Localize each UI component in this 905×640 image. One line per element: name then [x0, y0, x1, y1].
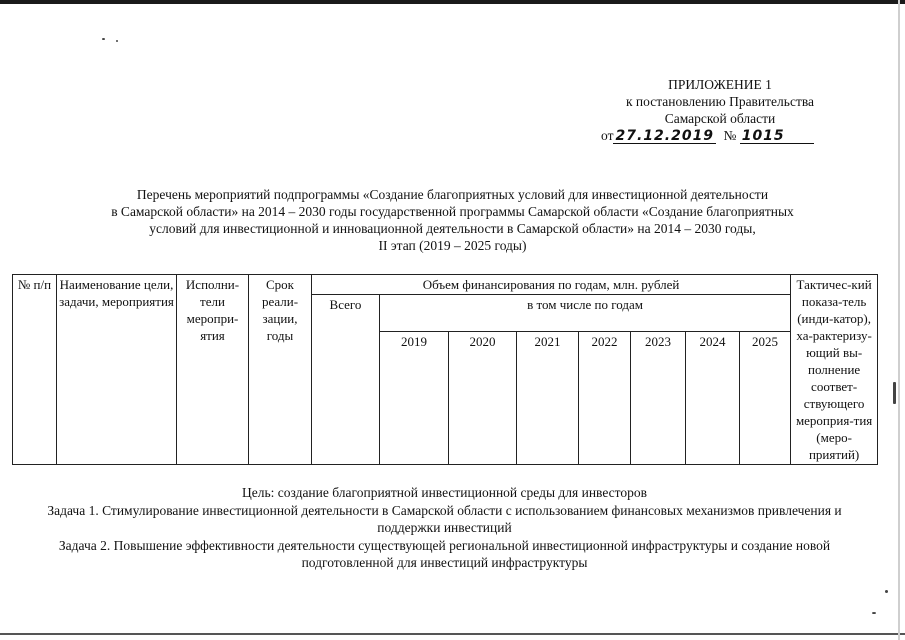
measures-table: [12, 274, 878, 465]
header-executors: Исполни-тели меропри-ятия: [177, 275, 249, 465]
scan-speck: [893, 382, 896, 404]
scan-top-border: [0, 0, 905, 4]
header-year: 2020: [449, 332, 517, 465]
appendix-header: [600, 76, 840, 127]
title-line-2: в Самарской области» на 2014 – 2030 годы государственной программы Самарской области «Создание благоприятных: [111, 204, 794, 219]
handwritten-number: 1015: [740, 129, 814, 144]
task-2-text: Задача 2. Повышение эффективности деятельности существующей региональной инвестиционной инфраструктуры и создание новой подготовленной для инвестиций инфраструктуры: [58, 538, 831, 570]
header-total: Всего: [312, 295, 380, 465]
title-line-1: Перечень мероприятий подпрограммы «Создание благоприятных условий для инвестиционной деятельности: [136, 187, 769, 202]
scan-speck: [102, 38, 105, 40]
goal-text: Цель: создание благоприятной инвестиционной среды для инвесторов: [241, 485, 648, 500]
header-year: 2021: [517, 332, 579, 465]
scan-speck: [885, 590, 888, 593]
goals-section: [12, 484, 877, 572]
header-year: 2022: [579, 332, 631, 465]
number-sign: №: [723, 128, 737, 143]
appendix-resolution: к постановлению Правительства: [625, 94, 815, 109]
header-name: Наименование цели, задачи, мероприятия: [57, 275, 177, 465]
header-year: 2025: [740, 332, 791, 465]
header-number: № п/п: [13, 275, 57, 465]
scan-speck: [116, 40, 118, 42]
appendix-title: ПРИЛОЖЕНИЕ 1: [668, 77, 772, 92]
resolution-date-number: [601, 128, 841, 144]
handwritten-date: 27.12.2019: [615, 128, 715, 144]
scan-bottom-border: [0, 633, 905, 635]
header-indicator: Тактичес-кий показа-тель (инди-катор), ха-рактеризу-ющий вы-полнение соответ-ствующего мероприя-тия (меро-приятий): [791, 275, 878, 465]
task-1-text: Задача 1. Стимулирование инвестиционной деятельности в Самарской области с использованием финансовых механизмов привлечения и поддержки инвестиций: [47, 503, 842, 535]
scan-right-edge: [898, 0, 900, 640]
title-line-4: II этап (2019 – 2025 годы): [378, 238, 527, 253]
header-term: Срок реали-зации, годы: [249, 275, 312, 465]
header-year: 2023: [631, 332, 686, 465]
header-year: 2024: [686, 332, 740, 465]
header-by-years: в том числе по годам: [380, 295, 791, 332]
document-title: [40, 186, 865, 254]
date-prefix: от: [601, 128, 614, 143]
scan-speck: [872, 612, 876, 614]
header-year: 2019: [380, 332, 449, 465]
header-funding: Объем финансирования по годам, млн. рублей: [312, 275, 791, 295]
appendix-region: Самарской области: [664, 111, 776, 126]
title-line-3: условий для инвестиционной и инновационной деятельности в Самарской области» на 2014 – 2030 годы,: [149, 221, 756, 236]
